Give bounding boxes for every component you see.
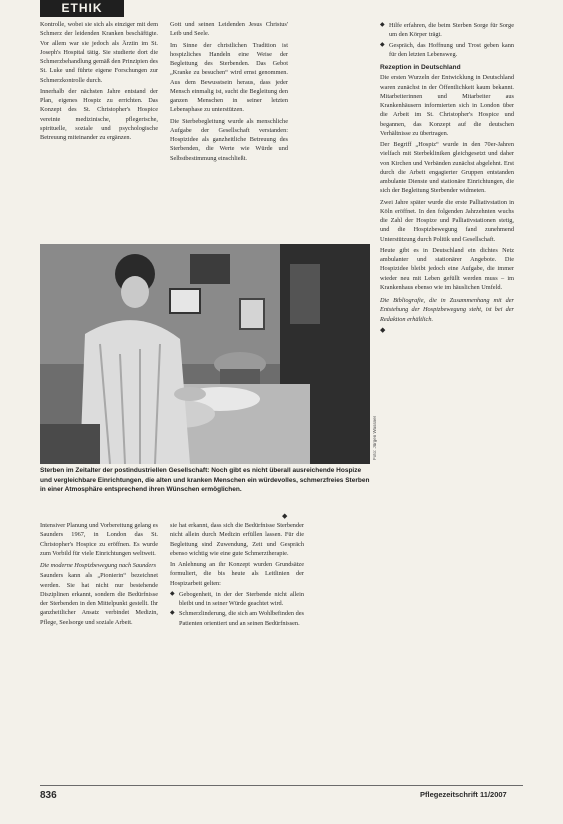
photo-caption: Sterben im Zeitalter der postindustriellen Gesellschaft: Noch gibt es nicht überall ausreichende Hospize und vergleichbare Einrichtungen, die alten und kranken Menschen ein würdevolles, schmerzfreies Sterben in einer Atmosphäre entsprechend ihren Wünschen ermöglichen. xyxy=(40,467,370,493)
list-item: ◆ Gebogenheit, in der der Sterbende nicht allein bleibt und in seiner Würde geachtet wird. xyxy=(179,590,304,609)
note-text: Die Bibliografie, die in Zusammenhang mit der Entstehung der Hospizbewegung steht, ist bei der Redaktion erhältlich. xyxy=(380,297,514,323)
page-number: 836 xyxy=(40,790,57,801)
paragraph: Saunders kann als „Pionierin“ bezeichnet werden. Sie hat nicht nur bestehende Disziplinen erkannt, sondern die Bedürfnisse der Sterbenden in den Mittelpunkt gestellt. Ihr ganzheitlicher Ansatz verbindet Medizin, Pflege, Seelsorge und soziale Arbeit. xyxy=(40,572,158,626)
subheading: Die moderne Hospizbewegung nach Saunders xyxy=(40,562,157,569)
journal-name: Pflegezeitschrift 11/2007 xyxy=(420,790,507,799)
paragraph: Die ersten Wurzeln der Entwicklung in Deutschland waren zunächst in der Öffentlichkeit kaum bekannt. Mitarbeiterinnen und Mitarbeiter aus Krankenhäusern informierten sich in London über die Arbeit im St. Christopher's Hospice und begannen, das Konzept auf die deutschen Verhältnisse zu übertragen. xyxy=(380,74,514,137)
section-heading: Rezeption in Deutschland xyxy=(380,64,461,71)
paragraph: Heute gibt es in Deutschland ein dichtes Netz ambulanter und stationärer Angebote. Die Hospizidee bleibt jedoch eine Aufgabe, die immer wieder neu mit Leben gefüllt werden muss – im Krankenhaus ebenso wie im häuslichen Umfeld. xyxy=(380,246,514,291)
end-diamond-icon: ◆ xyxy=(380,325,386,334)
text-column-2 xyxy=(170,20,288,165)
paragraph: Im Sinne der christlichen Tradition ist hospizliches Handeln eine Weise der Begleitung des Sterbenden. Das Gebot „Kranke zu besuchen“ wird ernst genommen. Aus dem Bewusstsein heraus, dass jeder Mensch einmalig ist, sucht die Begleitung den ganzen Menschen in seiner letzten Lebensphase zu unterstützen. xyxy=(170,41,288,114)
hospice-room-image xyxy=(40,244,370,464)
paragraph: Die Sterbebegleitung wurde als menschliche Aufgabe der Gesellschaft verstanden: Hospizidee als ganzheitliche Betreuung des Sterbenden, die Werte wie Würde und Selbstbestimmung einschließt. xyxy=(170,117,288,162)
text-column-1 xyxy=(40,20,158,144)
paragraph: In Anlehnung an ihr Konzept wurden Grundsätze formuliert, die bis heute als Leitlinien der Hospizarbeit gelten: xyxy=(170,561,304,587)
paragraph: Innerhalb der nächsten Jahre entstand der Plan, eigenes Hospiz zu errichten. Das Konzept des St. Christopher's Hospice vereinte medizinische, pflegerische, spirituelle, soziale und psychologische Betreuung miteinander zu ergänzen. xyxy=(40,87,158,141)
list-item: ◆ Gespräch, das Hoffnung und Trost geben kann für den letzten Lebensweg. xyxy=(389,41,514,60)
list-item: ◆ Schmerzlinderung, die sich am Wohlbefinden des Patienten orientiert und an seinen Bedürfnissen. xyxy=(179,609,304,628)
bullet-list xyxy=(380,21,514,59)
paragraph: Zwei Jahre später wurde die erste Palliativstation in Köln eröffnet. In den folgenden Jahrzehnten wuchs die Zahl der Hospize und Palliativstationen stetig, und die Hospizbewegung fand zunehmend Unterstützung durch Politik und Gesellschaft. xyxy=(380,198,514,243)
list-item: ◆ Hilfe erfahren, die beim Sterben Sorge für Sorge um den Körper trägt. xyxy=(389,21,514,40)
article-photo xyxy=(40,244,370,464)
paragraph: Gott und seinen Leidenden Jesus Christus' Leib und Seele. xyxy=(170,21,288,38)
paragraph: sie hat erkannt, dass sich die Bedürfnisse Sterbender nicht allein durch Medizin erfüllen lassen. Für die Begleitung sind Zuwendung, Zeit und Gespräch ebenso wichtig wie eine gute Schmerztherapie. xyxy=(170,522,304,557)
paragraph: Kontrolle, wobei sie sich als einziger mit dem Schmerz der leidenden Kranken beschäftigte. Vor allem war sie jedoch als Ärztin im St. Joseph's Hospital tätig. Sie studierte dort die Schmerzbehandlung gemäß den Prinzipien des St. Luke und führte eigene Forschungen zur Schmerzkontrolle durch. xyxy=(40,21,158,84)
paragraph: Intensiver Planung und Vorbereitung gelang es Saunders 1967, in London das St. Christopher's Hospice zu eröffnen. Es wurde zum Vorbild für viele Einrichtungen weltweit. xyxy=(40,522,158,557)
paragraph: Der Begriff „Hospiz“ wurde in den 70er-Jahren vielfach mit Sterbekliniken gleichgesetzt und daher von Kirchen und Verbänden zunächst abgelehnt. Erst durch die Arbeit engagierter Gruppen entstanden ambulante Dienste und stationäre Einrichtungen, die sich der Begleitung Sterbender widmeten. xyxy=(380,141,514,195)
text-column-1-lower xyxy=(40,521,158,629)
separator-diamond-icon: ◆ xyxy=(282,512,288,520)
text-column-3 xyxy=(380,20,514,335)
photo-credit: Foto: Jürgen Wassner xyxy=(372,415,377,460)
section-label: ETHIK xyxy=(40,0,124,17)
footer-divider xyxy=(40,785,523,786)
bullet-list xyxy=(170,590,304,628)
text-column-2-lower xyxy=(170,521,304,630)
